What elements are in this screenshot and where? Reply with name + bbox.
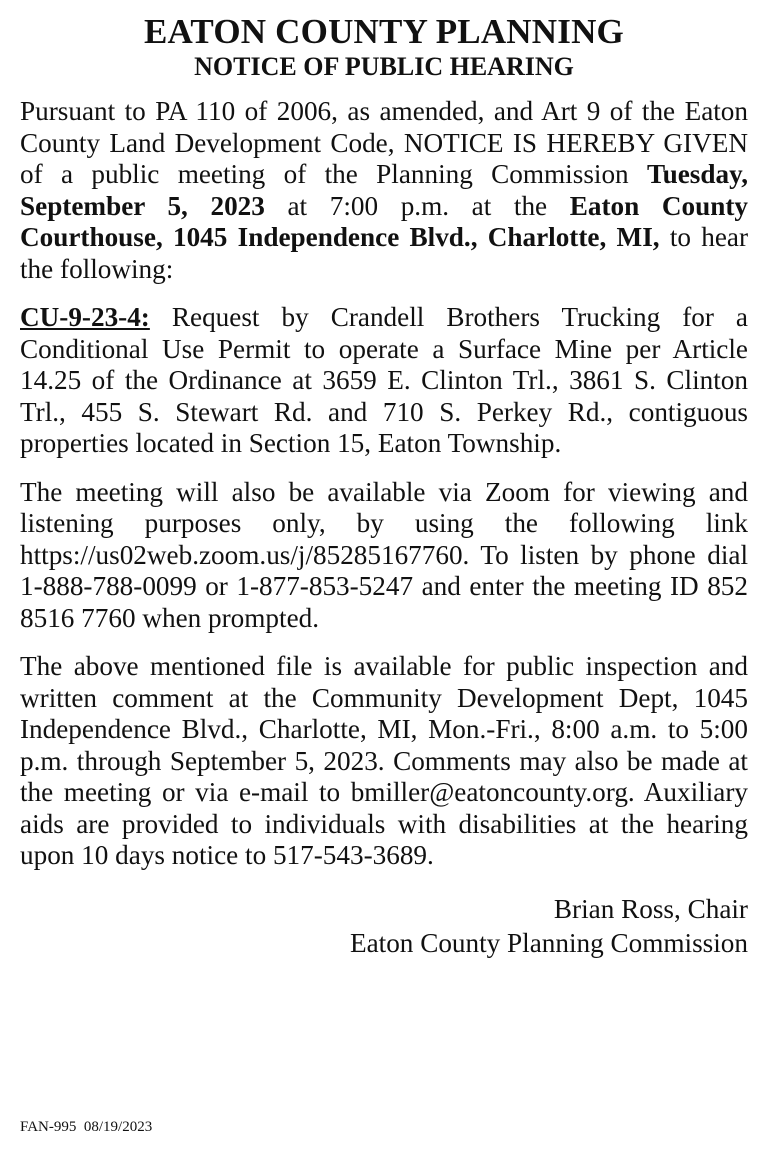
intro-paragraph: [20, 96, 748, 285]
zoom-paragraph: The meeting will also be available via Zoom for viewing and listening purposes only, by using the following link https://us02web.zoom.us/j/85285167760. To listen by phone dial 1-888-788-0099 or 1-877-853-5247 and enter the meeting ID 852 8516 7760 when prompted.: [20, 476, 748, 633]
meeting-location: Eaton County Courthouse, 1045 Independence Blvd., Charlotte, MI,: [20, 190, 748, 252]
intro-text-2: at 7:00 p.m. at the: [264, 190, 570, 221]
meeting-date: Tuesday, September 5, 2023: [20, 159, 748, 221]
case-id: CU-9-23-4:: [20, 302, 150, 332]
intro-text-1: Pursuant to PA 110 of 2006, as amended, and Art 9 of the Eaton County Land Development Code, NOTICE IS HEREBY GIVEN of a public meeting of the Planning Commission: [20, 96, 748, 189]
signer-name: Brian Ross, Chair: [553, 893, 748, 924]
signer-organization: Eaton County Planning Commission: [349, 927, 748, 958]
inspection-paragraph: The above mentioned file is available for public inspection and written comment at the Community Development Dept, 1045 Independence Blvd., Charlotte, MI, Mon.-Fri., 8:00 a.m. to 5:00 p.m. through September 5, 2023. Comments may also be made at the meeting or via e-mail to bmiller@eatoncounty.org. Auxiliary aids are provided to individuals with disabilities at the hearing upon 10 days notice to 517-543-3689.: [20, 651, 748, 870]
notice-title: EATON COUNTY PLANNING: [144, 12, 624, 51]
case-description: Request by Crandell Brothers Trucking for a Conditional Use Permit to operate a Surface Mine per Article 14.25 of the Ordinance at 3659 E. Clinton Trl., 3861 S. Clinton Trl., 455 S. Stewart Rd. and 710 S. Perkey Rd., contiguous properties located in Section 15, Eaton Township.: [20, 302, 748, 458]
notice-subtitle: NOTICE OF PUBLIC HEARING: [194, 52, 574, 81]
case-paragraph: [20, 302, 748, 460]
signature-block: [20, 892, 748, 960]
intro-text-3: to hear the following:: [20, 222, 749, 284]
notice-footer-code: FAN-995 08/19/2023: [20, 1119, 153, 1135]
